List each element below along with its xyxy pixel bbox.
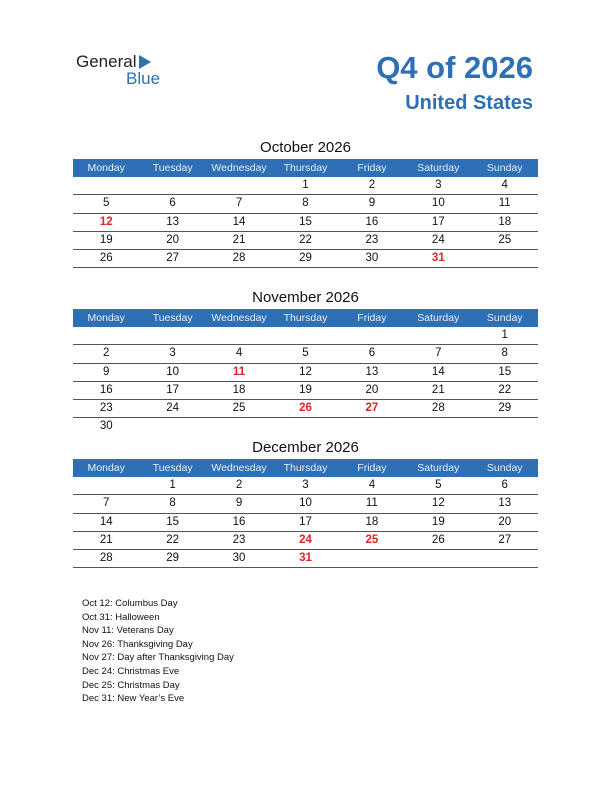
day-cell: 25 xyxy=(232,402,246,415)
day-cell: 7 xyxy=(435,347,442,360)
day-cell: 6 xyxy=(169,197,176,210)
week-row xyxy=(73,214,538,232)
holiday-note: Oct 12: Columbus Day xyxy=(82,598,178,609)
day-cell: 22 xyxy=(498,383,512,396)
day-cell: 9 xyxy=(368,197,376,210)
day-cell: 12 xyxy=(99,215,113,228)
weekday-label: Thursday xyxy=(283,312,328,324)
day-cell: 24 xyxy=(431,233,445,246)
day-cell: 15 xyxy=(299,215,312,228)
weekday-label: Wednesday xyxy=(211,162,267,174)
weekday-label: Saturday xyxy=(417,312,460,324)
weekday-label: Friday xyxy=(357,162,387,174)
day-cell: 20 xyxy=(498,515,512,528)
day-cell: 19 xyxy=(431,515,445,528)
day-cell: 8 xyxy=(501,347,508,360)
weekday-label: Thursday xyxy=(283,162,328,174)
day-cell: 13 xyxy=(166,215,180,228)
day-cell: 6 xyxy=(501,479,508,491)
day-cell: 29 xyxy=(166,552,180,565)
weekday-label: Sunday xyxy=(486,462,523,474)
day-cell: 16 xyxy=(99,383,113,396)
day-cell: 15 xyxy=(166,515,180,528)
weekday-header-row xyxy=(73,459,538,477)
day-cell: 13 xyxy=(498,497,512,510)
day-cell: 5 xyxy=(435,479,442,491)
day-cell: 2 xyxy=(235,479,243,491)
day-cell: 30 xyxy=(365,252,379,265)
day-cell: 22 xyxy=(299,233,312,246)
day-cell: 11 xyxy=(498,197,511,210)
weekday-label: Sunday xyxy=(486,162,523,174)
day-cell: 25 xyxy=(365,533,379,546)
day-cell xyxy=(472,418,538,435)
day-cell: 14 xyxy=(431,365,445,378)
day-cell: 20 xyxy=(166,233,180,246)
day-cell xyxy=(272,327,338,344)
logo-text-blue: Blue xyxy=(126,69,161,88)
day-cell: 18 xyxy=(232,383,246,396)
day-cell: 29 xyxy=(299,252,312,265)
day-cell xyxy=(472,550,538,567)
holiday-note: Nov 27: Day after Thanksgiving Day xyxy=(82,652,234,664)
day-cell: 18 xyxy=(365,515,379,528)
day-cell: 20 xyxy=(365,383,379,396)
day-cell xyxy=(272,418,338,435)
day-cell: 28 xyxy=(232,252,246,265)
day-cell: 21 xyxy=(431,383,445,396)
day-cell xyxy=(73,177,139,194)
weekday-label: Tuesday xyxy=(152,162,193,174)
week-row xyxy=(73,195,538,213)
day-cell: 21 xyxy=(99,533,113,546)
day-cell: 24 xyxy=(299,533,312,546)
day-cell: 2 xyxy=(368,179,376,191)
week-row xyxy=(73,532,538,550)
day-cell: 26 xyxy=(99,252,113,265)
week-row xyxy=(73,345,538,363)
day-cell: 10 xyxy=(431,197,445,210)
week-row xyxy=(73,250,538,268)
month-title: November 2026 xyxy=(252,289,359,306)
day-cell: 24 xyxy=(166,402,180,415)
holiday-note: Dec 25: Christmas Day xyxy=(82,679,180,691)
logo-text-general: General xyxy=(76,52,137,71)
day-cell: 3 xyxy=(302,479,309,491)
holiday-note: Dec 31: New Year’s Eve xyxy=(82,693,185,705)
holiday-note: Nov 26: Thanksgiving Day xyxy=(82,638,193,650)
day-cell: 30 xyxy=(232,552,246,565)
day-cell: 2 xyxy=(103,347,110,360)
day-cell: 7 xyxy=(235,197,243,210)
day-cell: 27 xyxy=(365,402,379,415)
weekday-label: Friday xyxy=(357,462,387,474)
day-cell: 23 xyxy=(99,402,113,415)
weekday-label: Sunday xyxy=(486,312,523,324)
day-cell: 17 xyxy=(299,515,312,528)
weekday-label: Monday xyxy=(87,312,125,324)
day-cell: 31 xyxy=(299,552,312,565)
week-row xyxy=(73,495,538,513)
day-cell: 17 xyxy=(431,215,445,228)
day-cell: 8 xyxy=(302,197,309,210)
day-cell: 28 xyxy=(99,552,113,565)
weekday-label: Saturday xyxy=(417,162,460,174)
day-cell: 5 xyxy=(103,197,110,210)
day-cell xyxy=(139,418,205,435)
day-cell: 7 xyxy=(103,497,110,510)
week-row xyxy=(73,418,538,435)
weekday-label: Monday xyxy=(87,162,125,174)
day-cell: 4 xyxy=(368,479,376,491)
day-cell: 3 xyxy=(435,179,442,191)
holiday-note: Oct 31: Halloween xyxy=(82,611,160,623)
weekday-header-row xyxy=(73,159,538,177)
day-cell xyxy=(339,418,405,435)
day-cell: 1 xyxy=(169,479,176,491)
day-cell xyxy=(73,477,139,494)
day-cell: 27 xyxy=(498,533,512,546)
weekday-label: Monday xyxy=(87,462,125,474)
week-row xyxy=(73,382,538,400)
day-cell: 4 xyxy=(235,347,243,360)
week-row xyxy=(73,514,538,532)
week-row xyxy=(73,232,538,250)
day-cell: 3 xyxy=(169,347,176,360)
day-cell: 9 xyxy=(235,497,243,510)
month-november xyxy=(73,287,538,436)
day-cell: 11 xyxy=(232,365,246,378)
week-row xyxy=(73,550,538,568)
day-cell xyxy=(472,250,538,267)
day-cell: 12 xyxy=(431,497,445,510)
day-cell: 12 xyxy=(299,365,312,378)
month-december xyxy=(73,437,538,568)
month-october xyxy=(73,137,538,268)
day-cell xyxy=(206,327,272,344)
day-cell: 22 xyxy=(166,533,180,546)
weekday-label: Wednesday xyxy=(211,312,267,324)
weekday-header-row xyxy=(73,309,538,327)
day-cell: 8 xyxy=(169,497,176,510)
holiday-note: Nov 11: Veterans Day xyxy=(82,625,174,637)
day-cell: 16 xyxy=(365,215,379,228)
weekday-label: Tuesday xyxy=(152,312,193,324)
day-cell xyxy=(339,550,405,567)
page-subtitle: United States xyxy=(405,92,533,114)
day-cell xyxy=(206,177,272,194)
day-cell: 25 xyxy=(498,233,512,246)
day-cell: 28 xyxy=(431,402,445,415)
day-cell xyxy=(405,550,471,567)
week-row xyxy=(73,327,538,345)
day-cell xyxy=(139,177,205,194)
day-cell: 26 xyxy=(431,533,445,546)
month-title: October 2026 xyxy=(260,139,351,156)
day-cell: 17 xyxy=(166,383,180,396)
day-cell: 6 xyxy=(368,347,376,360)
day-cell: 1 xyxy=(302,179,309,191)
day-cell xyxy=(339,327,405,344)
day-cell: 23 xyxy=(232,533,246,546)
holiday-note: Dec 24: Christmas Eve xyxy=(82,665,180,677)
day-cell: 27 xyxy=(166,252,180,265)
day-cell: 29 xyxy=(498,402,512,415)
day-cell: 15 xyxy=(498,365,512,378)
day-cell: 23 xyxy=(365,233,379,246)
logo-flag-icon xyxy=(139,55,151,69)
day-cell: 4 xyxy=(501,179,508,191)
day-cell: 14 xyxy=(232,215,246,228)
weekday-label: Thursday xyxy=(283,462,328,474)
day-cell: 19 xyxy=(299,383,312,396)
week-row xyxy=(73,364,538,382)
day-cell: 26 xyxy=(299,402,312,415)
weekday-label: Friday xyxy=(357,312,387,324)
day-cell: 16 xyxy=(232,515,246,528)
day-cell: 1 xyxy=(501,329,508,341)
day-cell: 13 xyxy=(365,365,379,378)
day-cell xyxy=(405,418,471,435)
day-cell: 9 xyxy=(103,365,110,378)
day-cell: 10 xyxy=(299,497,312,510)
holiday-notes xyxy=(82,597,234,706)
day-cell xyxy=(405,327,471,344)
day-cell: 10 xyxy=(166,365,180,378)
weekday-label: Saturday xyxy=(417,462,460,474)
day-cell xyxy=(139,327,205,344)
week-row xyxy=(73,400,538,418)
day-cell: 30 xyxy=(99,420,113,433)
week-row xyxy=(73,177,538,195)
day-cell xyxy=(73,327,139,344)
day-cell: 31 xyxy=(431,252,445,265)
day-cell: 5 xyxy=(302,347,309,360)
page-title: Q4 of 2026 xyxy=(376,50,533,85)
day-cell: 11 xyxy=(365,497,378,510)
day-cell: 18 xyxy=(498,215,512,228)
week-row xyxy=(73,477,538,495)
month-title: December 2026 xyxy=(252,439,359,456)
weekday-label: Tuesday xyxy=(152,462,193,474)
day-cell: 21 xyxy=(232,233,246,246)
day-cell xyxy=(206,418,272,435)
day-cell: 14 xyxy=(99,515,113,528)
day-cell: 19 xyxy=(99,233,113,246)
weekday-label: Wednesday xyxy=(211,462,267,474)
